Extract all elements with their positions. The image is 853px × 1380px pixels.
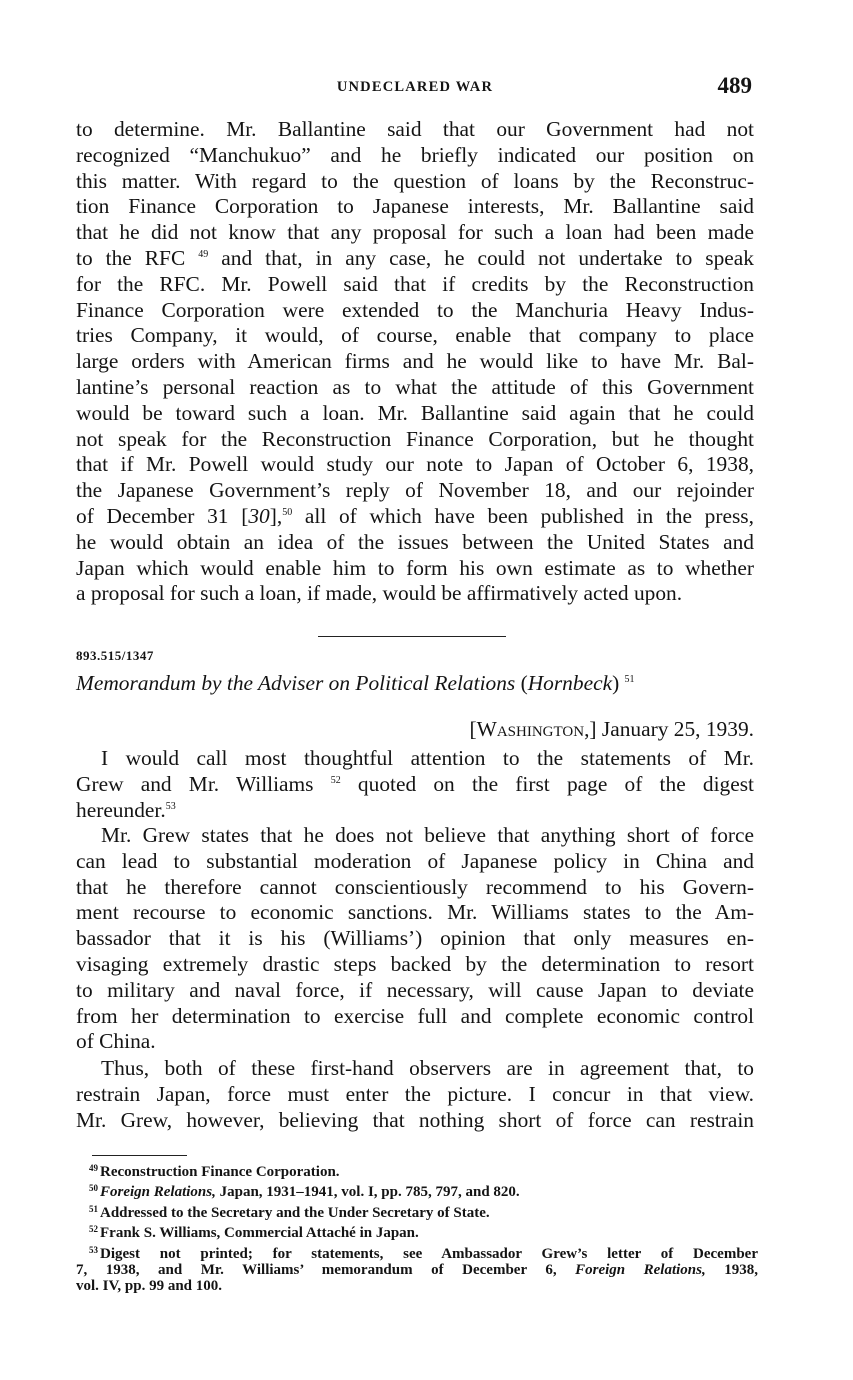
text-line — [76, 772, 754, 798]
paragraph-grew-statement — [76, 823, 754, 1055]
text-line: recognized “Manchukuo” and he briefly indicated our position on — [76, 142, 754, 167]
paren-close: ) — [612, 671, 620, 695]
footnote-ref-51: 51 — [624, 674, 635, 685]
memo-author: Hornbeck — [527, 671, 613, 695]
text-line: ment recourse to economic sanctions. Mr. Williams states to the Am- — [76, 900, 754, 925]
text-line: that if Mr. Powell would study our note to Japan of October 6, 1938, — [76, 452, 754, 477]
text-line: he would obtain an idea of the issues between the United States and — [76, 529, 754, 554]
footnote-text: Japan, 1931–1941, vol. I, pp. 785, 797, and 820. — [215, 1184, 520, 1201]
text-line: tion Finance Corporation to Japanese interests, Mr. Ballantine said — [76, 194, 754, 219]
footnote-italic: Foreign Relations, — [575, 1262, 706, 1279]
paragraph-attention — [76, 746, 754, 823]
text-line: bassador that it is his (Williams’) opinion that only measures en- — [76, 926, 754, 951]
text-line: I would call most thoughtful attention to the statements of Mr. — [101, 746, 754, 770]
bracket-close: ,] — [584, 717, 597, 741]
bracket-open: [ — [469, 717, 477, 741]
text-fragment: to the RFC — [76, 245, 186, 270]
memo-title: Memorandum by the Adviser on Political Relations — [76, 671, 516, 695]
text-fragment: of December 31 [ — [76, 503, 249, 528]
text-line: not speak for the Reconstruction Finance Corporation, but he thought — [76, 426, 754, 451]
text-line: a proposal for such a loan, if made, would be affirmatively acted upon. — [76, 581, 683, 606]
text-line: Mr. Grew states that he does not believe that anything short of force — [101, 823, 754, 847]
text-line: from her determination to exercise full and complete economic control — [76, 1003, 754, 1028]
text-line: would be toward such a loan. Mr. Ballantine said again that he could — [76, 400, 754, 425]
paragraph-continuation — [76, 117, 754, 607]
footnote-53 — [76, 1242, 758, 1262]
footnote-text: Addressed to the Secretary and the Under Secretary of State. — [100, 1204, 490, 1221]
text-fragment: Grew and Mr. Williams — [76, 771, 314, 796]
running-title: UNDECLARED WAR — [336, 79, 494, 95]
running-head — [76, 73, 754, 103]
footnote-52 — [76, 1221, 758, 1241]
text-line: of China. — [76, 1029, 156, 1054]
dateline-place: Washington — [476, 717, 585, 741]
footnote-text: Reconstruction Finance Corporation. — [100, 1164, 340, 1180]
footnote-ref-53: 53 — [165, 800, 176, 812]
text-line: visaging extremely drastic steps backed by the determination to resort — [76, 951, 754, 976]
text-line: large orders with American firms and he would like to have Mr. Bal- — [76, 349, 754, 374]
text-line — [76, 798, 754, 824]
text-fragment: all of which have been published in the press, — [304, 503, 754, 528]
text-fragment: quoted on the first page of the digest — [340, 771, 754, 796]
text-line — [76, 504, 754, 530]
text-line: to determine. Mr. Ballantine said that our Government had not — [76, 117, 754, 141]
text-fragment: hereunder. — [76, 797, 166, 822]
text-line: restrain Japan, force must enter the picture. I concur in that view. — [76, 1081, 754, 1106]
footnote-51 — [76, 1201, 758, 1221]
paragraph-conclusion — [76, 1056, 754, 1133]
footnote-ref-49: 49 — [198, 248, 209, 260]
footnote-italic: Foreign Relations, — [100, 1184, 216, 1201]
text-line — [76, 246, 754, 272]
footnote-text: Digest not printed; for statements, see Ambassador Grew’s letter of December — [100, 1245, 758, 1262]
text-line: that he therefore cannot conscientiously recommend to his Govern- — [76, 874, 754, 899]
footnotes — [76, 1160, 758, 1295]
footnote-53-continued: vol. IV, pp. 99 and 100. — [76, 1278, 223, 1295]
text-fragment: and that, in any case, he could not undertake to speak — [221, 245, 754, 270]
footnote-text: Frank S. Williams, Commercial Attaché in Japan. — [100, 1225, 419, 1242]
footnote-text: 1938, — [705, 1262, 758, 1279]
file-number: 893.515/1347 — [76, 648, 154, 663]
page-number: 489 — [717, 73, 752, 98]
text-line: Finance Corporation were extended to the Manchuria Heavy Indus- — [76, 297, 754, 322]
text-line: Thus, both of these first-hand observers are in agreement that, to — [101, 1056, 754, 1080]
memo-heading — [76, 669, 766, 697]
footnote-number: 52 — [89, 1224, 98, 1235]
text-line: can lead to substantial moderation of Japanese policy in China and — [76, 848, 754, 873]
text-line: to military and naval force, if necessary, will cause Japan to deviate — [76, 977, 754, 1002]
footnote-divider — [92, 1155, 187, 1156]
footnote-text: 7, 1938, and Mr. Williams’ memorandum of December 6, — [76, 1262, 576, 1279]
footnote-number: 53 — [89, 1244, 98, 1255]
footnote-50 — [76, 1180, 758, 1200]
section-divider — [318, 636, 506, 637]
dateline-date: January 25, 1939. — [596, 717, 754, 741]
footnote-49 — [76, 1160, 758, 1180]
text-line: Japan which would enable him to form his own estimate as to whether — [76, 555, 754, 580]
text-line: the Japanese Government’s reply of November 18, and our rejoinder — [76, 478, 754, 503]
text-line: tries Company, it would, of course, enable that company to place — [76, 323, 754, 348]
footnote-ref-52: 52 — [330, 774, 341, 786]
footnote-53-continued — [76, 1262, 758, 1278]
footnote-number: 49 — [89, 1163, 98, 1173]
text-line: this matter. With regard to the question of loans by the Reconstruc- — [76, 168, 754, 193]
text-line: for the RFC. Mr. Powell said that if credits by the Reconstruction — [76, 271, 754, 296]
text-line: lantine’s personal reaction as to what the attitude of this Government — [76, 374, 754, 399]
footnote-ref-50: 50 — [282, 506, 293, 518]
footnote-number: 50 — [89, 1183, 98, 1194]
text-line: Mr. Grew, however, believing that nothing short of force can restrain — [76, 1107, 754, 1132]
paren-open: ( — [515, 671, 528, 695]
dateline — [76, 716, 754, 742]
text-line: that he did not know that any proposal for such a loan had been made — [76, 220, 754, 245]
italic-reference: 30 — [248, 503, 270, 528]
text-fragment: ], — [269, 503, 283, 528]
footnote-number: 51 — [89, 1203, 98, 1214]
